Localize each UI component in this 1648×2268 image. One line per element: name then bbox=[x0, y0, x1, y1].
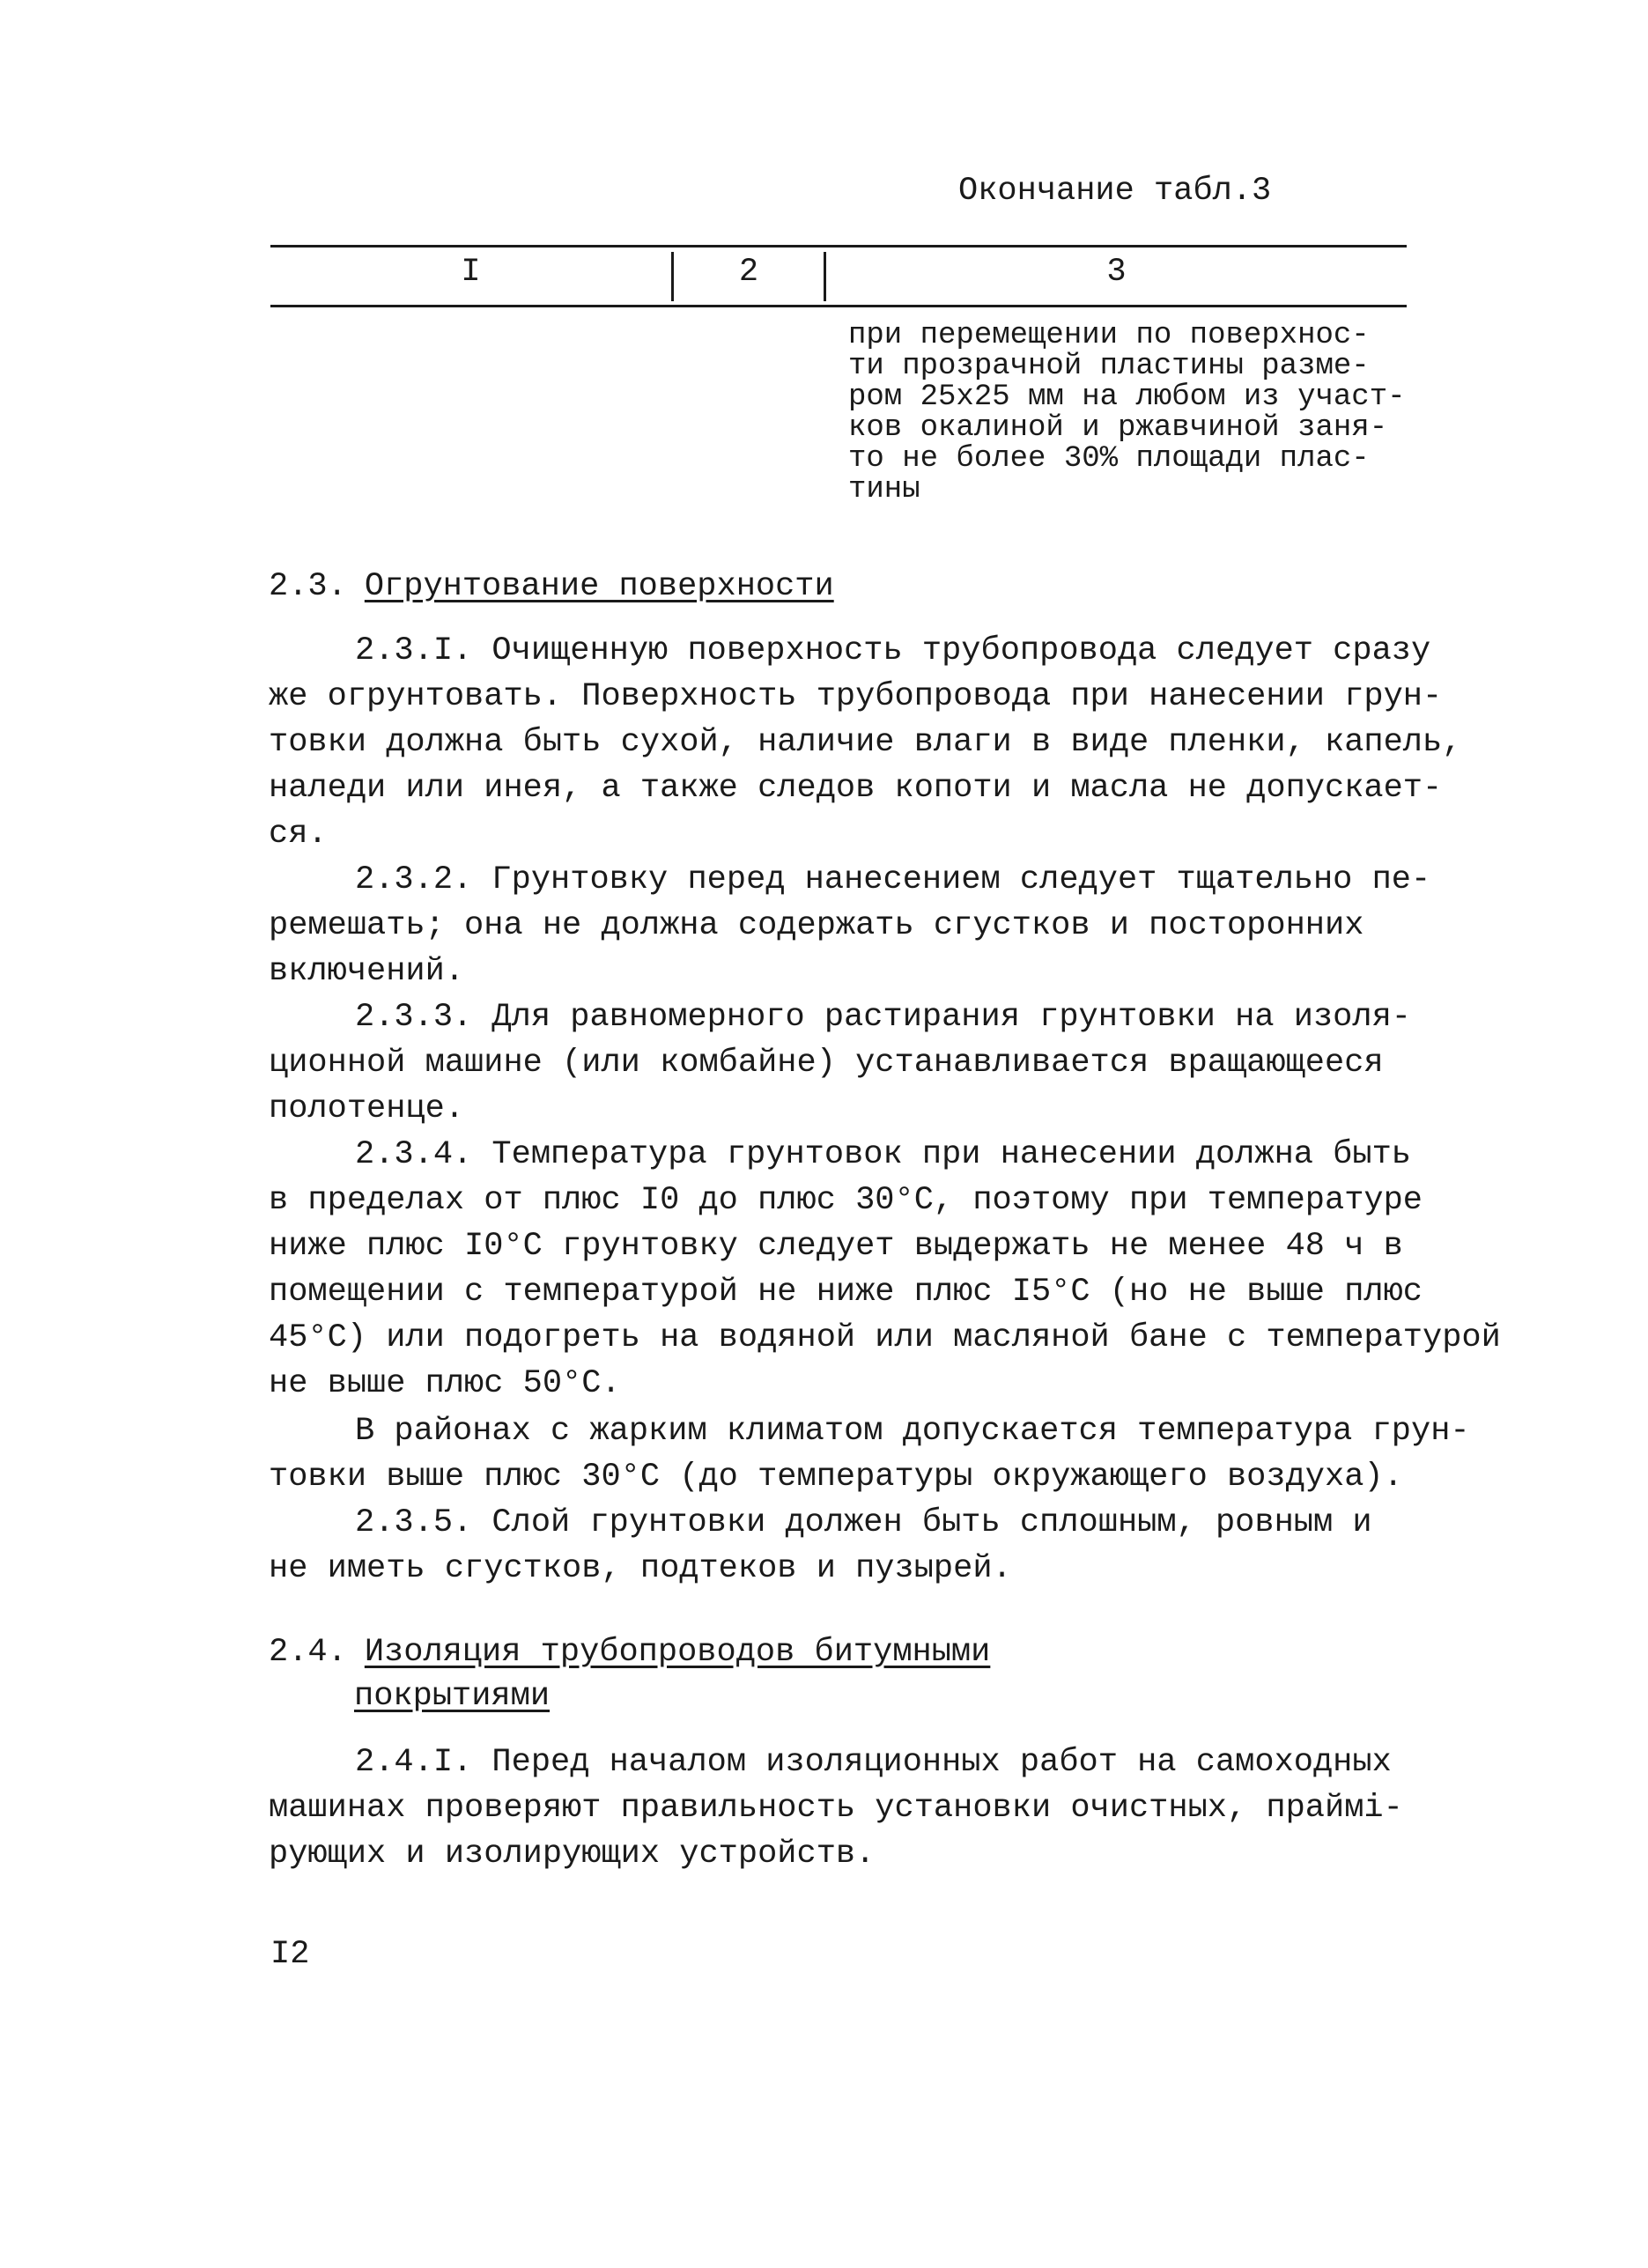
section-heading bbox=[269, 1634, 990, 1671]
text-line: же огрунтовать. Поверхность трубопровода при нанесении грун- bbox=[269, 678, 1443, 715]
text-line: 2.3.4. Температура грунтовок при нанесении должна быть bbox=[355, 1136, 1411, 1173]
page-number: I2 bbox=[270, 1936, 310, 1973]
text-line: включений. bbox=[269, 953, 465, 990]
cell-line: при перемещении по поверхнос- bbox=[848, 319, 1370, 352]
text-line: В районах с жарким климатом допускается температура грун- bbox=[355, 1413, 1470, 1450]
text-line: не иметь сгустков, подтеков и пузырей. bbox=[269, 1550, 1012, 1587]
text-line: 2.3.5. Слой грунтовки должен быть сплошным, ровным и bbox=[355, 1504, 1372, 1541]
table-top-rule bbox=[270, 245, 1407, 247]
table-cell bbox=[848, 321, 1430, 506]
cell-line: то не более 30% площади плас- bbox=[848, 442, 1370, 476]
section-title: Изоляция трубопроводов битумными bbox=[364, 1634, 991, 1671]
text-line: машинах проверяют правильность установки очистных, праймі- bbox=[269, 1790, 1403, 1827]
text-line: ся. bbox=[269, 816, 328, 853]
text-line: не выше плюс 50°С. bbox=[269, 1365, 621, 1402]
section-heading bbox=[269, 568, 834, 605]
text-line: полотенце. bbox=[269, 1090, 465, 1127]
table-header-rule bbox=[270, 305, 1407, 307]
section-heading-continuation bbox=[354, 1678, 550, 1715]
section-number: 2.4. bbox=[269, 1634, 347, 1671]
text-line: 2.4.I. Перед началом изоляционных работ на самоходных bbox=[355, 1744, 1392, 1781]
text-line: 2.3.3. Для равномерного растирания грунтовки на изоля- bbox=[355, 999, 1411, 1036]
cell-line: ти прозрачной пластины разме- bbox=[848, 350, 1370, 383]
text-line: товки должна быть сухой, наличие влаги в виде пленки, капель, bbox=[269, 724, 1462, 761]
text-line: помещении с температурой не ниже плюс I5°С (но не выше плюс bbox=[269, 1274, 1423, 1311]
section-title: покрытиями bbox=[354, 1678, 551, 1715]
section-number: 2.3. bbox=[269, 568, 347, 605]
text-line: 2.3.2. Грунтовку перед нанесением следует тщательно пе- bbox=[355, 861, 1431, 898]
table-column-header: 2 bbox=[738, 254, 759, 291]
cell-line: ром 25x25 мм на любом из участ- bbox=[848, 380, 1406, 414]
table-column-header: 3 bbox=[1106, 254, 1127, 291]
text-line: ремешать; она не должна содержать сгустков и посторонних bbox=[269, 907, 1364, 944]
text-line: в пределах от плюс I0 до плюс 30°С, поэтому при температуре bbox=[269, 1182, 1423, 1219]
text-line: ниже плюс I0°С грунтовку следует выдержать не менее 48 ч в bbox=[269, 1228, 1403, 1265]
cell-line: ков окалиной и ржавчиной заня- bbox=[848, 411, 1388, 445]
text-line: рующих и изолирующих устройств. bbox=[269, 1836, 876, 1873]
table-column-header: I bbox=[461, 254, 481, 291]
table-caption: Окончание табл.3 bbox=[958, 173, 1272, 210]
text-line: наледи или инея, а также следов копоти и масла не допускает- bbox=[269, 770, 1443, 807]
section-title: Огрунтование поверхности bbox=[364, 568, 834, 605]
text-line: 45°С) или подогреть на водяной или масляной бане с температурой bbox=[269, 1319, 1501, 1356]
cell-line: тины bbox=[848, 473, 920, 506]
text-line: 2.3.I. Очищенную поверхность трубопровода следует сразу bbox=[355, 632, 1431, 669]
text-line: товки выше плюс 30°С (до температуры окружающего воздуха). bbox=[269, 1459, 1403, 1496]
text-line: ционной машине (или комбайне) устанавливается вращающееся bbox=[269, 1045, 1384, 1082]
